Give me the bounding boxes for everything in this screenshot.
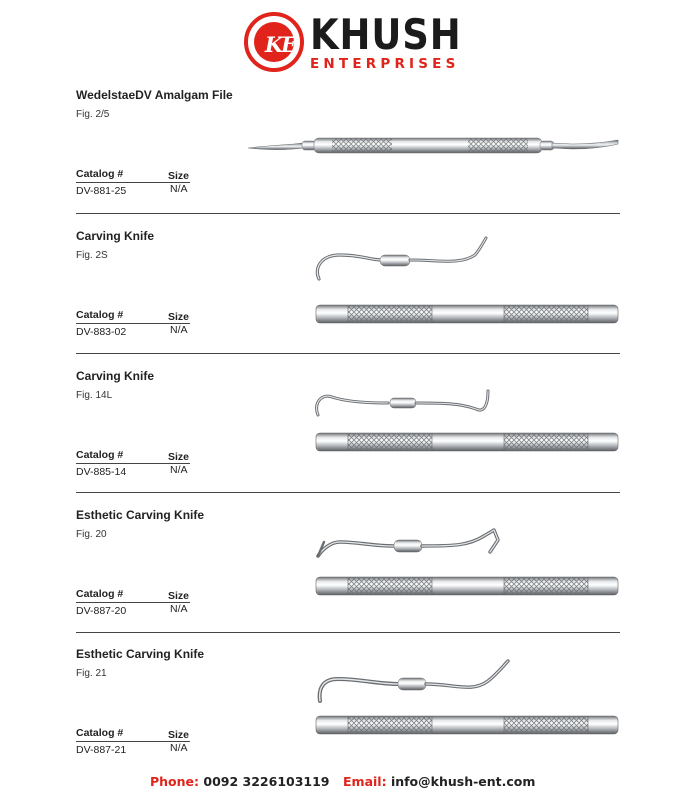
knurled-handle-illustration [314,574,622,598]
size-value: N/A [170,324,188,336]
size-label: Size [168,729,190,741]
product-figure: Fig. 21 [76,668,107,679]
catalog-number: DV-887-21 [76,744,127,756]
catalog-label: Catalog # [76,588,124,600]
catalog-label: Catalog # [76,727,124,739]
knurled-handle-illustration [314,713,622,737]
phone-number: 0092 3226103119 [203,774,330,789]
esthetic-knife-tip-illustration [312,520,502,566]
size-label: Size [168,451,190,463]
carving-knife-tip-illustration [310,233,500,289]
email-contact[interactable] [343,774,535,789]
product-title: Carving Knife [76,369,155,383]
knurled-handle-illustration [314,430,622,454]
catalog-number: DV-885-14 [76,466,127,478]
size-value: N/A [170,464,188,476]
size-label: Size [168,590,190,602]
brand-subtitle: ENTERPRISES [310,56,460,72]
catalog-number: DV-883-02 [76,326,127,338]
size-value: N/A [170,183,188,195]
logo-monogram: KE [264,32,296,57]
product-title: Carving Knife [76,229,155,243]
catalog-number: DV-881-25 [76,185,127,197]
section-divider [76,353,620,354]
phone-contact[interactable] [150,774,330,789]
section-divider [76,632,620,633]
logo-emblem [244,12,304,72]
carving-knife-tip-illustration [310,383,495,423]
knurled-handle-illustration [314,302,622,326]
size-label: Size [168,311,190,323]
section-divider [76,213,620,214]
product-figure: Fig. 14L [76,390,113,401]
size-value: N/A [170,742,188,754]
email-label: Email: [343,774,387,789]
product-title: Esthetic Carving Knife [76,647,205,661]
product-figure: Fig. 2/5 [76,109,110,120]
product-title: WedelstaeDV Amalgam File [76,88,233,102]
catalog-label: Catalog # [76,168,124,180]
product-figure: Fig. 2S [76,250,108,261]
brand-name: KHUSH [310,10,462,59]
brand-logo [244,10,462,78]
size-label: Size [168,170,190,182]
section-divider [76,492,620,493]
product-figure: Fig. 20 [76,529,107,540]
email-address: info@khush-ent.com [390,774,536,789]
catalog-label: Catalog # [76,449,124,461]
size-value: N/A [170,603,188,615]
catalog-number: DV-887-20 [76,605,127,617]
catalog-label: Catalog # [76,309,124,321]
product-title: Esthetic Carving Knife [76,508,205,522]
esthetic-knife-tip-illustration [312,657,512,709]
phone-label: Phone: [150,774,200,789]
amalgam-file-illustration [246,134,622,158]
